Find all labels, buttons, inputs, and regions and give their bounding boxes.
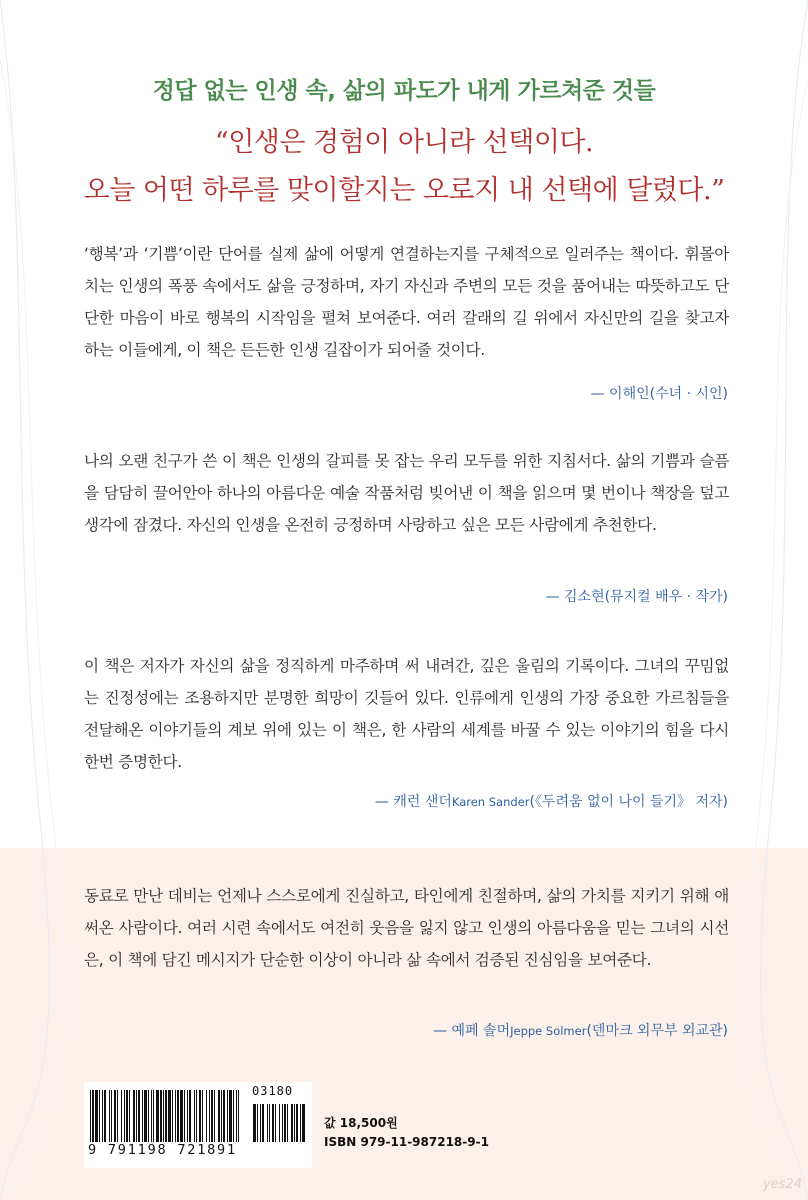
blurb-2-attribution: — 김소현(뮤지컬 배우 · 작가) [545,589,728,605]
blurb-2-text: 나의 오랜 친구가 쓴 이 책은 인생의 갈피를 못 잡는 우리 모두를 위한 지침서다. 삶의 기쁨과 슬픔을 담담히 끌어안아 하나의 아름다운 예술 작품처럼 빚어낸 이 책을 읽으며 몇 번이나 책장을 덮고 생각에 잠겼다. 자신의 인생을 온전히 긍정하며 사랑하고 싶은 모든 사람에게 추천한다. [84,452,729,534]
quote-line-1: “인생은 경험이 아니라 선택이다. [214,127,594,158]
blurb-3-attribution [375,791,728,811]
attribution-role: (《두려움 없이 나이 들기》 저자) [529,794,728,810]
barcode-addon-number: 03180 [252,1084,294,1098]
attribution-latin-name: Karen Sander [451,795,530,809]
attribution-role: (덴마크 외무부 외교관) [586,1023,728,1039]
blurb-1-attribution: — 이해인(수녀 · 시인) [590,386,728,402]
watermark-logo: yes24 [762,1177,802,1192]
barcode [84,1082,312,1168]
attribution-name: — 캐런 샌더 [374,794,452,810]
isbn: ISBN 979-11-987218-9-1 [324,1135,489,1149]
attribution-name: — 예페 솔머 [433,1023,511,1039]
quote-line-2: 오늘 어떤 하루를 맞이할지는 오로지 내 선택에 달렸다.” [83,175,725,206]
blurb-4-text: 동료로 만난 데비는 언제나 스스로에게 진실하고, 타인에게 친절하며, 삶의 가치를 지키기 위해 애써온 사람이다. 여러 시련 속에서도 여전히 웃음을 잃지 않고 인생의 아름다움을 믿는 그녀의 시선은, 이 책에 담긴 메시지가 단순한 이상이 아니라 삶 속에서 검증된 진심임을 보여준다. [84,887,729,969]
barcode-digits: 9 791198 721891 [88,1142,237,1158]
blurb-4-attribution [433,1020,728,1040]
attribution-latin-name: Jeppe Solmer [510,1024,587,1038]
blurb-3-text: 이 책은 저자가 자신의 삶을 정직하게 마주하며 써 내려간, 깊은 울림의 기록이다. 그녀의 꾸밈없는 진정성에는 조용하지만 분명한 희망이 깃들어 있다. 인류에게 인생의 가장 중요한 가르침들을 전달해온 이야기들의 계보 위에 있는 이 책은, 한 사람의 세계를 바꿀 수 있는 이야기의 힘을 다시 한번 증명한다. [84,657,729,771]
barcode-bars [90,1090,306,1144]
tagline: 정답 없는 인생 속, 삶의 파도가 내게 가르쳐준 것들 [152,78,656,104]
price: 값 18,500원 [324,1116,398,1130]
blurb-1-text: ‘행복’과 ‘기쁨’이란 단어를 실제 삶에 어떻게 연결하는지를 구체적으로 일러주는 책이다. 휘몰아치는 인생의 폭풍 속에서도 삶을 긍정하며, 자기 자신과 주변의 모든 것을 품어내는 따뜻하고도 단단한 마음이 바로 행복의 시작임을 펼쳐 보여준다. 여러 갈래의 길 위에서 자신만의 길을 찾고자 하는 이들에게, 이 책은 든든한 인생 길잡이가 되어줄 것이다. [84,245,729,359]
